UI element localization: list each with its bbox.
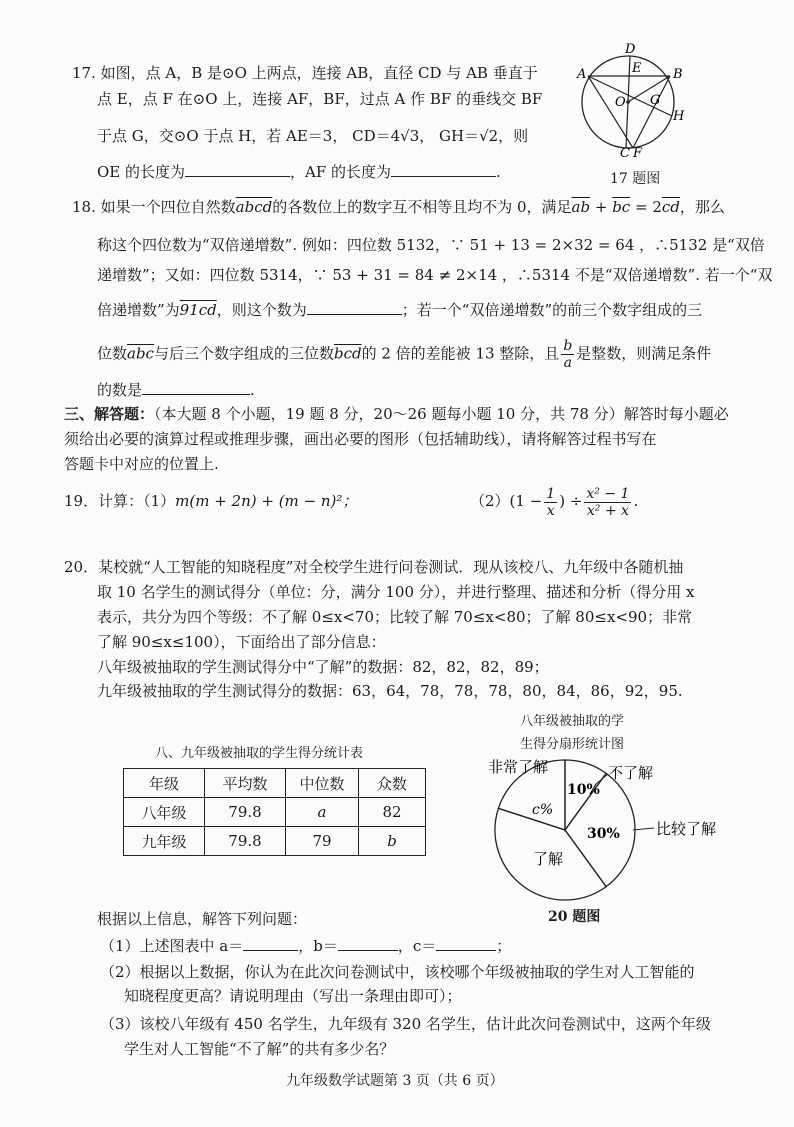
q18-number: 18. [72,198,96,216]
q18-line4 [97,298,702,321]
q19-frac1-num: 1 [546,485,556,502]
q19-part1 [64,490,357,512]
q17-label-c: C [620,146,630,158]
q19-p2a: (1 − [509,492,543,510]
q17-af-blank[interactable] [391,160,496,177]
table-cell: 八年级 [124,798,205,827]
q18-line1 [72,196,725,218]
pie-value-fair: 30% [587,826,620,842]
q19-part1-label: 计算：（1） [98,492,176,510]
q18-text-6a: 的数是 [97,381,143,399]
q17-label-b: B [673,67,683,82]
pie-label-very: 非常了解 [488,758,549,776]
q19-frac1-den: x [546,502,555,519]
q17-label-g: G [650,93,661,108]
q17-line1 [72,62,538,84]
q18-eq: = 2 [630,198,662,216]
q18-cd: $\overline{cd}$ [661,198,680,216]
q17-line2: 点 E，点 F 在⊙O 上，连接 AF，BF，过点 A 作 BF 的垂线交 BF [97,90,543,108]
q17-label-f: F [633,146,643,158]
q17-center-dot [626,100,630,104]
q18-bcd: $\overline{bcd}$ [333,344,362,363]
table-cell: 82 [359,798,426,827]
q19-frac2 [584,486,631,519]
q20-fig-caption: 20 题图 [548,909,601,925]
q20-sub1-d: ； [496,937,512,955]
table-row [124,798,426,827]
q20-line2: 取 10 名学生的测试得分（单位：分，满分 100 分），并进行整理、描述和分析（得分用 x [97,583,695,601]
q20-line5: 八年级被抽取的学生测试得分中“了解”的数据：82，82，82，89； [97,658,549,676]
q20-pie-chart [470,752,750,912]
pie-label-know: 了解 [533,850,564,868]
q17-label-d: D [625,42,636,57]
q17-oe-label: OE 的长度为 [97,163,186,181]
q17-line3: 于点 G，交⊙O 于点 H，若 AE＝3， CD＝4√3， GH＝√2，则 [97,127,529,145]
q18-fraction [561,338,574,371]
q17-figure [570,40,690,158]
q20-line4: 了解 90≤x≤100），下面给出了部分信息： [97,633,386,651]
sec3-line3: 答题卡中对应的位置上. [64,455,219,473]
q19-frac2-den: x² + x [586,502,629,519]
q17-label-e: E [632,61,642,76]
table-cell: 九年级 [124,827,205,856]
sec3-text-1: （本大题 8 个小题，19 题 8 分，20～26 题每小题 10 分，共 78 分）解答时每小题必 [154,405,729,423]
q18-text-5a: 位数 [97,344,128,363]
q17-label-a: A [577,67,587,82]
q19-expr1: m(m + 2n) + (m − n)²； [175,492,358,510]
pie-leader-fair [633,828,654,830]
pie-value-very: c% [532,802,554,818]
pie-title-line1: 八年级被抽取的学 [520,714,625,729]
q17-text-1: 如图，点 A，B 是⊙O 上两点，连接 AB，直径 CD 与 AB 垂直于 [100,64,538,82]
table-cell: b [359,827,426,856]
q17-label-h: H [673,109,685,124]
table-cell: 79 [286,827,359,856]
q19-frac2-num: x² − 1 [586,485,630,502]
q17-line4 [97,160,501,183]
q18-text-4a: 倍递增数”为 [97,301,180,319]
pie-value-not: 10% [567,782,600,798]
q17-fig-caption: 17 题图 [610,171,661,187]
sec3-line1 [64,403,729,425]
q20-table-title: 八、九年级被抽取的学生得分统计表 [155,746,364,761]
q18-abc: $\overline{abc}$ [127,344,154,363]
table-header: 平均数 [205,769,286,798]
pie-label-not: 不了解 [608,764,654,782]
q18-text-1c: ，那么 [679,198,725,216]
q20-sub2-line2: 知晓程度更高？请说明理由（写出一条理由即可）； [124,987,462,1005]
sec3-line2: 须给出必要的演算过程或推理步骤，画出必要的图形（包括辅助线），请将解答过程书写在 [64,430,657,448]
q18-line3: 递增数”；又如：四位数 5314，∵ 53 + 31 = 84 ≠ 2×14 ，∴5314 不是“双倍递增数”. 若一个“双 [97,266,773,284]
q19-part2 [470,484,638,519]
table-cell: a [286,798,359,827]
q18-abcd: abcd [235,198,273,216]
q20-sub2-line1: （2）根据以上数据，你认为在此次问卷测试中，该校哪个年级被抽取的学生对人工智能的 [100,963,695,981]
q18-text-6b: . [250,381,255,399]
q20-sub3-line2: 学生对人工智能“不了解”的共有多少名？ [124,1040,395,1058]
q18-line2: 称这个四位数为“双倍递增数”. 例如：四位数 5132，∵ 51 + 13 = 2×32 = 64 ，∴5132 是“双倍 [97,236,765,254]
table-cell: 79.8 [205,798,286,827]
q17-af-label: ，AF 的长度为 [290,163,392,181]
table-cell: 79.8 [205,827,286,856]
q20-intro: 根据以上信息，解答下列问题： [97,910,308,928]
q20-blank-a[interactable] [243,934,298,951]
sec3-title: 三、解答题： [64,405,155,423]
table-header: 年级 [124,769,205,798]
q19-p2c: . [633,492,639,510]
q18-text-5c: 的 2 倍的差能被 13 整除，且 [361,344,560,363]
q20-sub1-c: ，c＝ [397,937,437,955]
q18-ab: $\overline{ab}$ [571,198,591,216]
q20-sub1-b: ，b＝ [298,937,338,955]
page-footer: 九年级数学试题第 3 页（共 6 页） [286,1073,504,1089]
q20-sub1-a: （1）上述图表中 a＝ [100,937,244,955]
pie-label-fair: 比较了解 [656,820,717,838]
q20-blank-c[interactable] [436,934,496,951]
q18-91cd: 91cd [179,301,217,319]
q17-label-o: O [615,95,626,110]
q20-number: 20． [64,558,99,576]
q18-text-5b: 与后三个数字组成的三位数 [153,344,334,363]
q19-part2-label: （2） [470,492,510,510]
q17-number: 17. [72,64,96,82]
q18-text-1a: 如果一个四位自然数 [100,198,236,216]
q18-text-5d: 是整数，则满足条件 [576,344,712,363]
q20-sub1 [100,934,511,957]
q18-frac-num: b [563,338,573,354]
q20-line6: 九年级被抽取的学生测试得分的数据：63，64，78，78，78，80，84，86，92，95. [97,682,683,700]
q19-number: 19． [64,492,99,510]
q20-sub3-line1: （3）该校八年级有 450 名学生，九年级有 320 名学生，估计此次问卷测试中，这两个年级 [100,1015,711,1033]
table-header: 中位数 [286,769,359,798]
q18-line6 [97,378,255,401]
q17-oe-blank[interactable] [185,160,290,177]
q18-blank-1[interactable] [307,298,402,315]
q18-frac-den: a [563,355,572,371]
table-header-row [124,769,426,798]
pie-title-line2: 生得分扇形统计图 [520,737,625,752]
q19-frac1 [544,486,557,519]
q20-blank-b[interactable] [338,934,398,951]
q19-p2b: ) ÷ [559,492,583,510]
q18-bc: $\overline{bc}$ [612,198,631,216]
table-header: 众数 [359,769,426,798]
q18-blank-2[interactable] [142,378,250,395]
q20-line1 [64,556,683,578]
q20-text-1: 某校就“人工智能的知晓程度”对全校学生进行问卷测试．现从该校八、九年级中各随机抽 [98,558,684,576]
q18-plus: + [590,198,613,216]
q20-stats-table [123,768,426,856]
q18-text-1b: 的各数位上的数字互不相等且均不为 0，满足 [272,198,572,216]
q18-text-4c: ；若一个“双倍递增数”的前三个数字组成的三 [401,301,703,319]
q17-period: . [496,163,501,181]
q20-line3: 表示，共分为四个等级：不了解 0≤x<70；比较了解 70≤x<80；了解 80≤x<90；非常 [97,608,693,626]
q18-text-4b: ，则这个数为 [216,301,307,319]
table-row [124,827,426,856]
q18-line5 [97,338,711,371]
